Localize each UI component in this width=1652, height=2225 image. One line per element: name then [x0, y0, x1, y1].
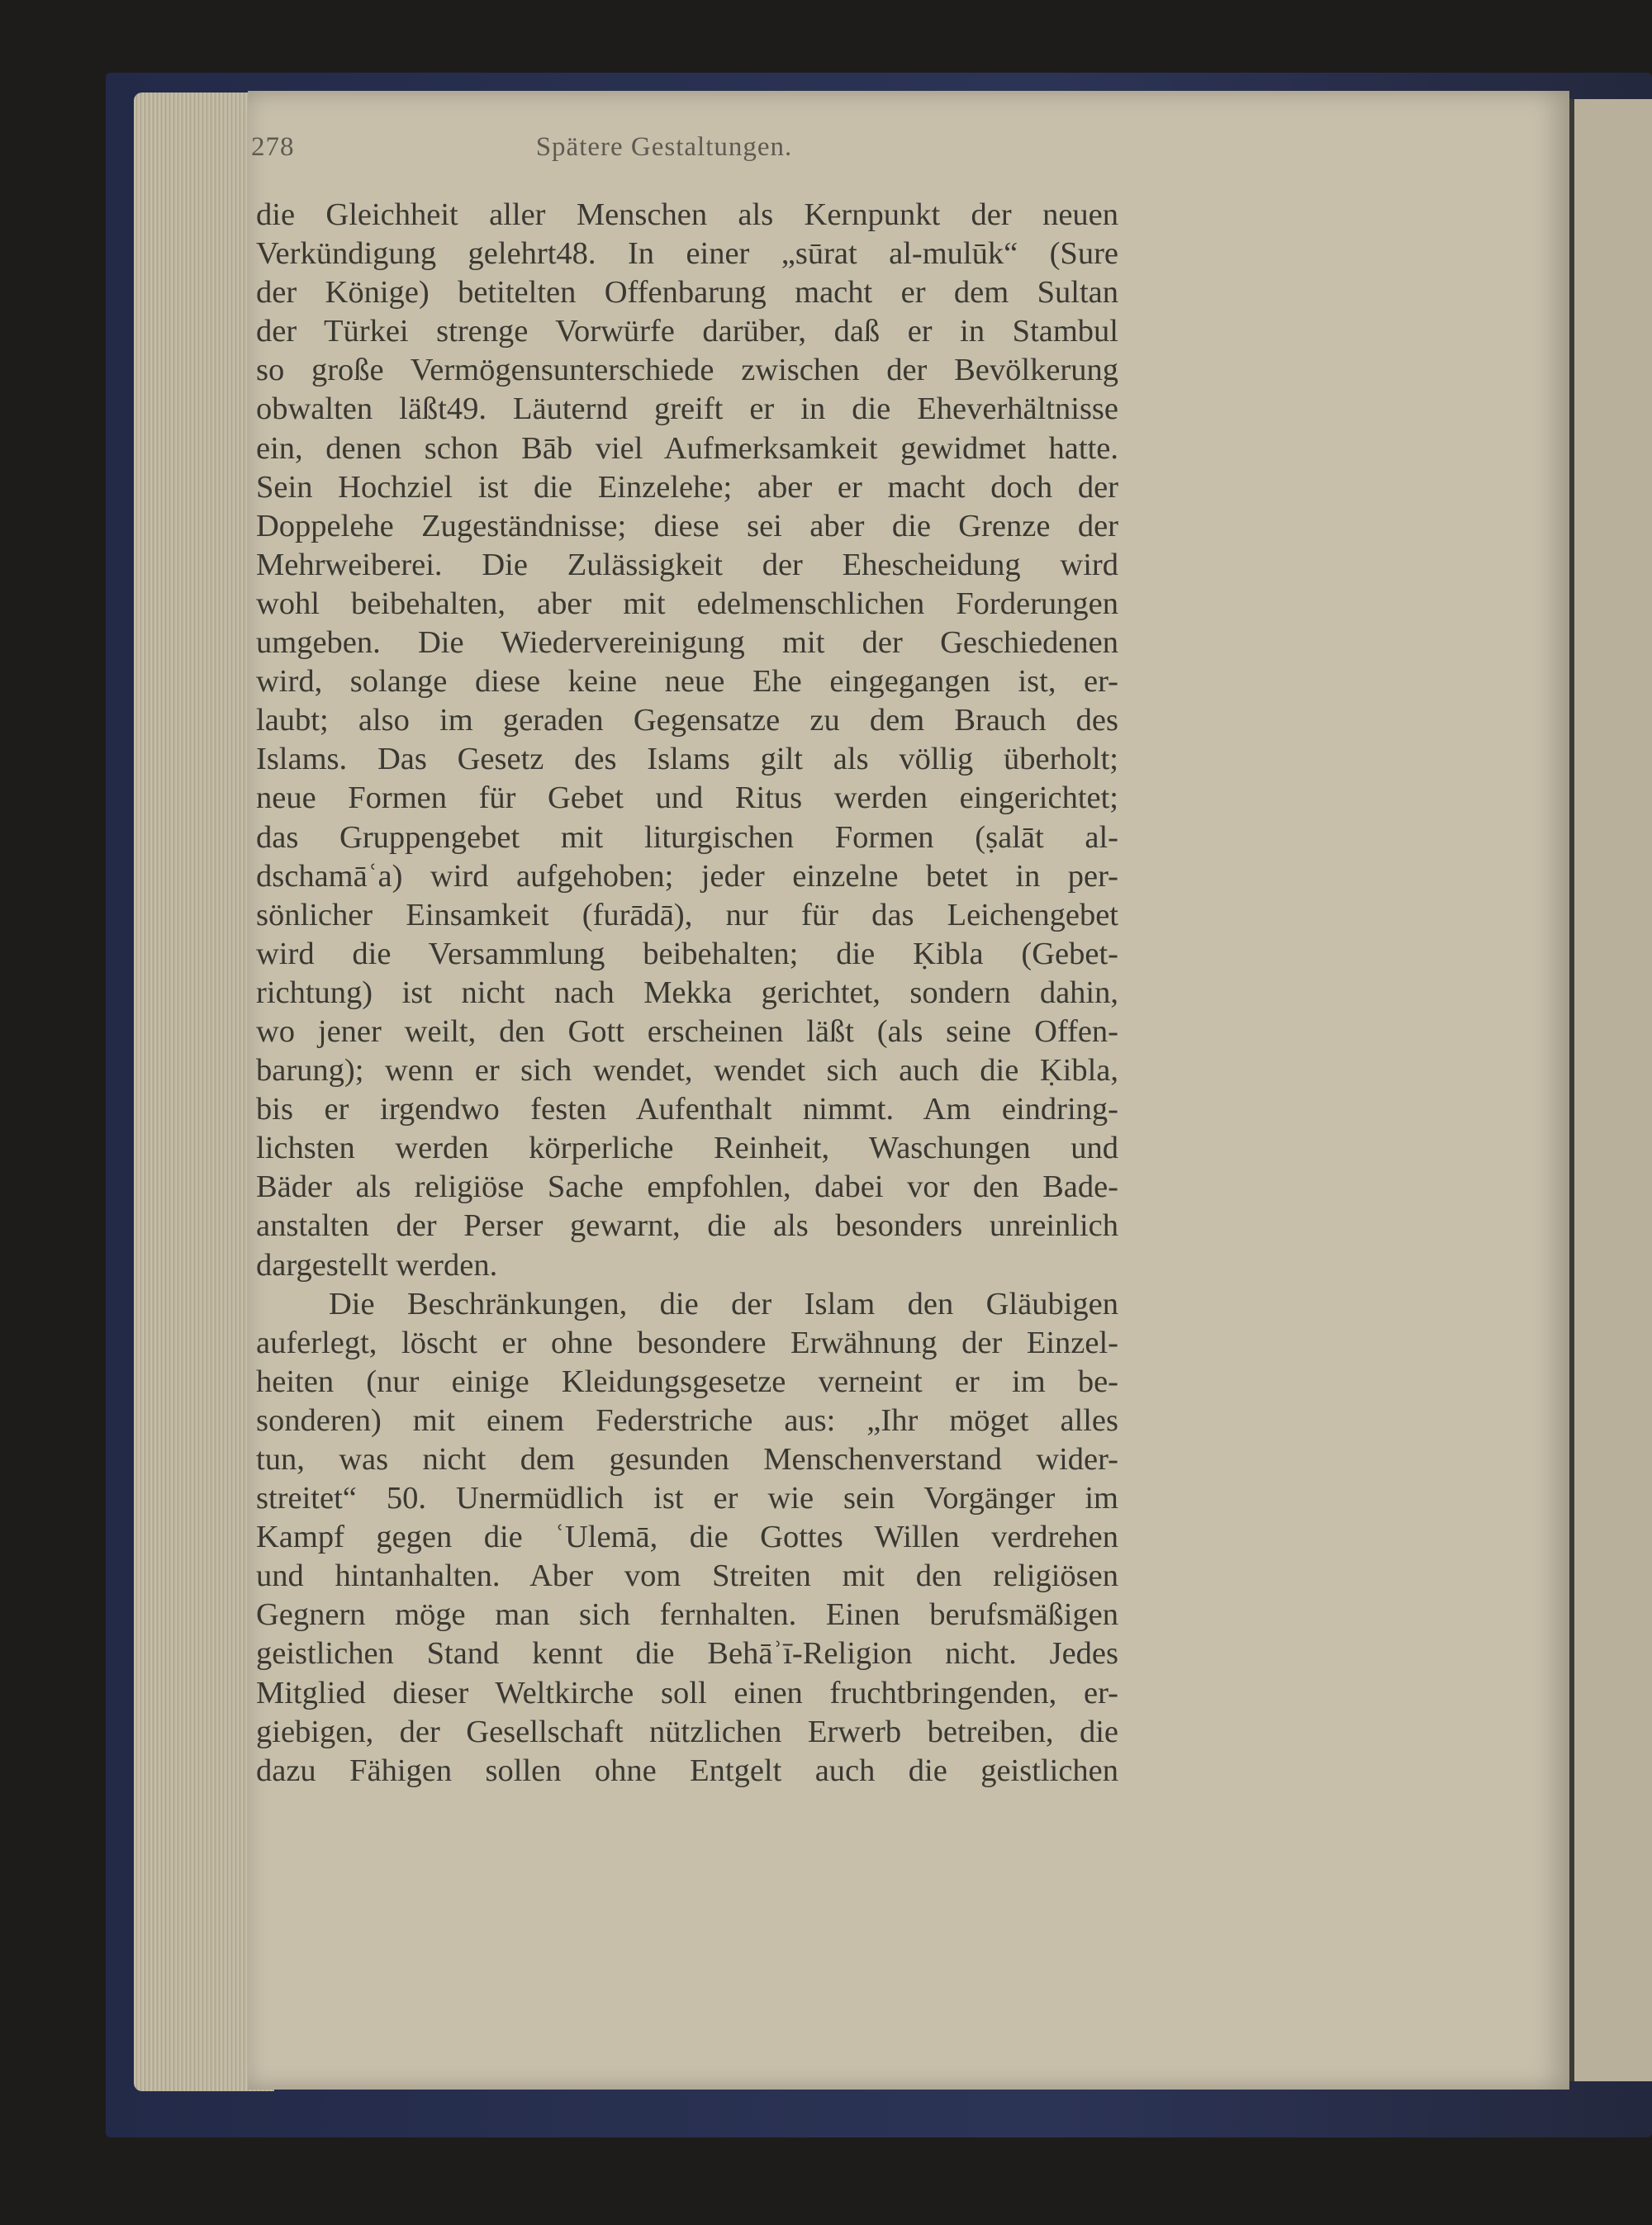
- text-line: wird, solange diese keine neue Ehe eingegangen ist, er-: [256, 664, 1118, 700]
- text-line: wohl beibehalten, aber mit edelmenschlichen Forderungen: [256, 586, 1118, 621]
- text-line: ein, denen schon Bāb viel Aufmerksamkeit gewidmet hatte.: [256, 430, 1118, 466]
- text-line: laubt; also im geraden Gegensatze zu dem Brauch des: [256, 703, 1118, 738]
- text-line: heiten (nur einige Kleidungsgesetze verneint er im be-: [256, 1364, 1118, 1399]
- page-number: 278: [251, 132, 295, 162]
- text-line: streitet“ 50. Unermüdlich ist er wie sein Vorgänger im: [256, 1481, 1118, 1516]
- text-line: Verkündigung gelehrt48. In einer „sūrat al-mulūk“ (Sure: [256, 236, 1118, 272]
- text-line: geistlichen Stand kennt die Behāʾī-Religion nicht. Jedes: [256, 1636, 1118, 1672]
- text-line: so große Vermögensunterschiede zwischen der Bevölkerung: [256, 353, 1118, 388]
- text-line: neue Formen für Gebet und Ritus werden eingerichtet;: [256, 780, 1118, 816]
- text-line: wird die Versammlung beibehalten; die Ḳibla (Gebet-: [256, 936, 1118, 971]
- text-line: bis er irgendwo festen Aufenthalt nimmt. Am eindring-: [256, 1092, 1118, 1127]
- text-line: sonderen) mit einem Federstriche aus: „Ihr möget alles: [256, 1402, 1118, 1438]
- facing-page-edge: [1569, 99, 1652, 2081]
- text-line: Bäder als religiöse Sache empfohlen, dabei vor den Bade-: [256, 1169, 1118, 1205]
- section-title: Spätere Gestaltungen.: [535, 132, 793, 162]
- text-line: barung); wenn er sich wendet, wendet sich auch die Ḳibla,: [256, 1053, 1118, 1089]
- text-line: Gegnern möge man sich fernhalten. Einen berufsmäßigen: [256, 1597, 1118, 1633]
- text-line: sönlicher Einsamkeit (furādā), nur für das Leichengebet: [256, 897, 1118, 932]
- text-line: der Könige) betitelten Offenbarung macht er dem Sultan: [256, 275, 1118, 311]
- text-line: das Gruppengebet mit liturgischen Formen (ṣalāt al-: [256, 819, 1118, 855]
- text-line: Mitglied dieser Weltkirche soll einen fruchtbringenden, er-: [256, 1675, 1118, 1710]
- text-line: Islams. Das Gesetz des Islams gilt als völlig überholt;: [256, 742, 1118, 777]
- text-line: Doppelehe Zugeständnisse; diese sei aber die Grenze der: [256, 508, 1118, 543]
- text-line: wo jener weilt, den Gott erscheinen läßt (als seine Offen-: [256, 1013, 1118, 1049]
- running-head: [251, 132, 1077, 182]
- text-line: und hintanhalten. Aber vom Streiten mit den religiösen: [256, 1558, 1118, 1594]
- text-line: dschamāʿa) wird aufgehoben; jeder einzelne betet in per-: [256, 858, 1118, 894]
- text-line: lichsten werden körperliche Reinheit, Waschungen und: [256, 1131, 1118, 1166]
- text-line: die Gleichheit aller Menschen als Kernpunkt der neuen: [256, 197, 1118, 232]
- text-line: anstalten der Perser gewarnt, die als besonders unreinlich: [256, 1208, 1118, 1244]
- text-line: Mehrweiberei. Die Zulässigkeit der Ehescheidung wird: [256, 547, 1118, 582]
- text-line: obwalten läßt49. Läuternd greift er in die Eheverhältnisse: [256, 391, 1118, 427]
- text-line: tun, was nicht dem gesunden Menschenverstand wider-: [256, 1442, 1118, 1477]
- text-line: Die Beschränkungen, die der Islam den Gläubigen: [329, 1286, 1118, 1321]
- text-line: dargestellt werden.: [256, 1247, 498, 1283]
- body-text: [256, 196, 1118, 1791]
- text-line: richtung) ist nicht nach Mekka gerichtet, sondern dahin,: [256, 975, 1118, 1010]
- text-line: Sein Hochziel ist die Einzelehe; aber er macht doch der: [256, 469, 1118, 505]
- text-line: der Türkei strenge Vorwürfe darüber, daß er in Stambul: [256, 314, 1118, 349]
- text-line: umgeben. Die Wiedervereinigung mit der Geschiedenen: [256, 625, 1118, 661]
- text-line: giebigen, der Gesellschaft nützlichen Erwerb betreiben, die: [256, 1714, 1118, 1749]
- text-line: auferlegt, löscht er ohne besondere Erwähnung der Einzel-: [256, 1325, 1118, 1360]
- text-line: dazu Fähigen sollen ohne Entgelt auch die geistlichen: [256, 1753, 1118, 1788]
- text-line: Kampf gegen die ʿUlemā, die Gottes Willen verdrehen: [256, 1520, 1118, 1555]
